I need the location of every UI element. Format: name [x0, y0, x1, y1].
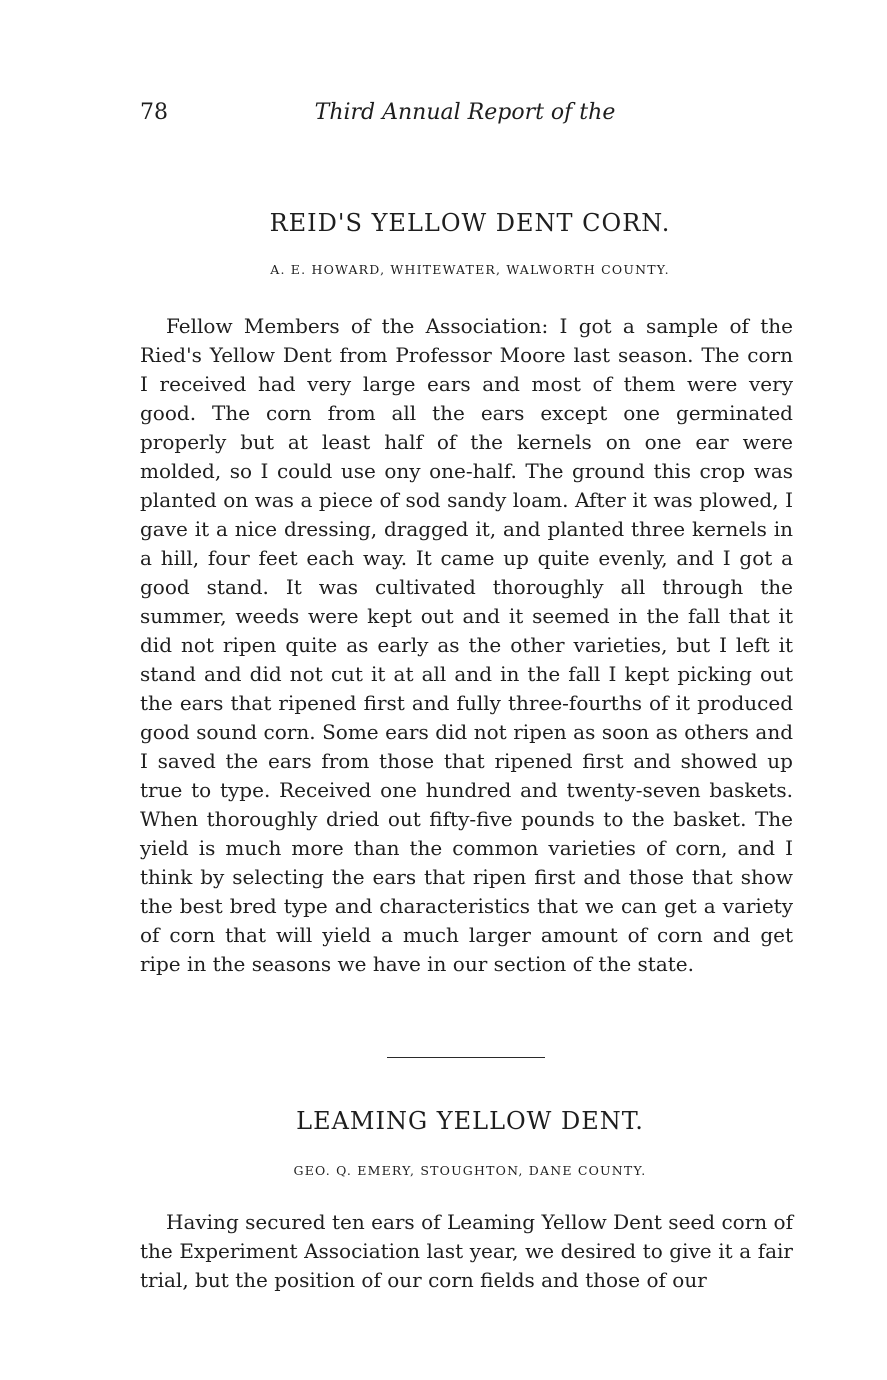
- article-byline: A. E. HOWARD, WHITEWATER, WALWORTH COUNTY.: [270, 262, 670, 277]
- article-byline: GEO. Q. EMERY, STOUGHTON, DANE COUNTY.: [293, 1163, 647, 1178]
- article-body: [140, 312, 793, 979]
- article-body: [140, 1208, 793, 1295]
- section-divider: [387, 1057, 545, 1058]
- paragraph: Fellow Members of the Association: I got a sample of the Ried's Yellow Dent from Professor Moore last season. The corn I received had very large ears and most of them were very good. The corn from all the ears except one germinated properly but at least half of the kernels on one ear were molded, so I could use ony one-half. The ground this crop was planted on was a piece of sod sandy loam. After it was plowed, I gave it a nice dressing, dragged it, and planted three kernels in a hill, four feet each way. It came up quite evenly, and I got a good stand. It was cultivated thoroughly all through the summer, weeds were kept out and it seemed in the fall that it did not ripen quite as early as the other varieties, but I left it stand and did not cut it at all and in the fall I kept picking out the ears that ripened first and fully three-fourths of it produced good sound corn. Some ears did not ripen as soon as others and I saved the ears from those that ripened first and showed up true to type. Received one hundred and twenty-seven baskets. When thoroughly dried out fifty-five pounds to the basket. The yield is much more than the common varieties of corn, and I think by selecting the ears that ripen first and those that show the best bred type and characteristics that we can get a variety of corn that will yield a much larger amount of corn and get ripe in the seasons we have in our section of the state.: [140, 314, 793, 976]
- article-title: LEAMING YELLOW DENT.: [296, 1107, 644, 1135]
- article-title: REID'S YELLOW DENT CORN.: [269, 209, 671, 237]
- page-number: 78: [140, 100, 168, 125]
- running-title: Third Annual Report of the: [314, 100, 616, 125]
- paragraph: Having secured ten ears of Leaming Yellow Dent seed corn of the Experiment Association last year, we desired to give it a fair trial, but the position of our corn fields and those of our: [140, 1210, 793, 1292]
